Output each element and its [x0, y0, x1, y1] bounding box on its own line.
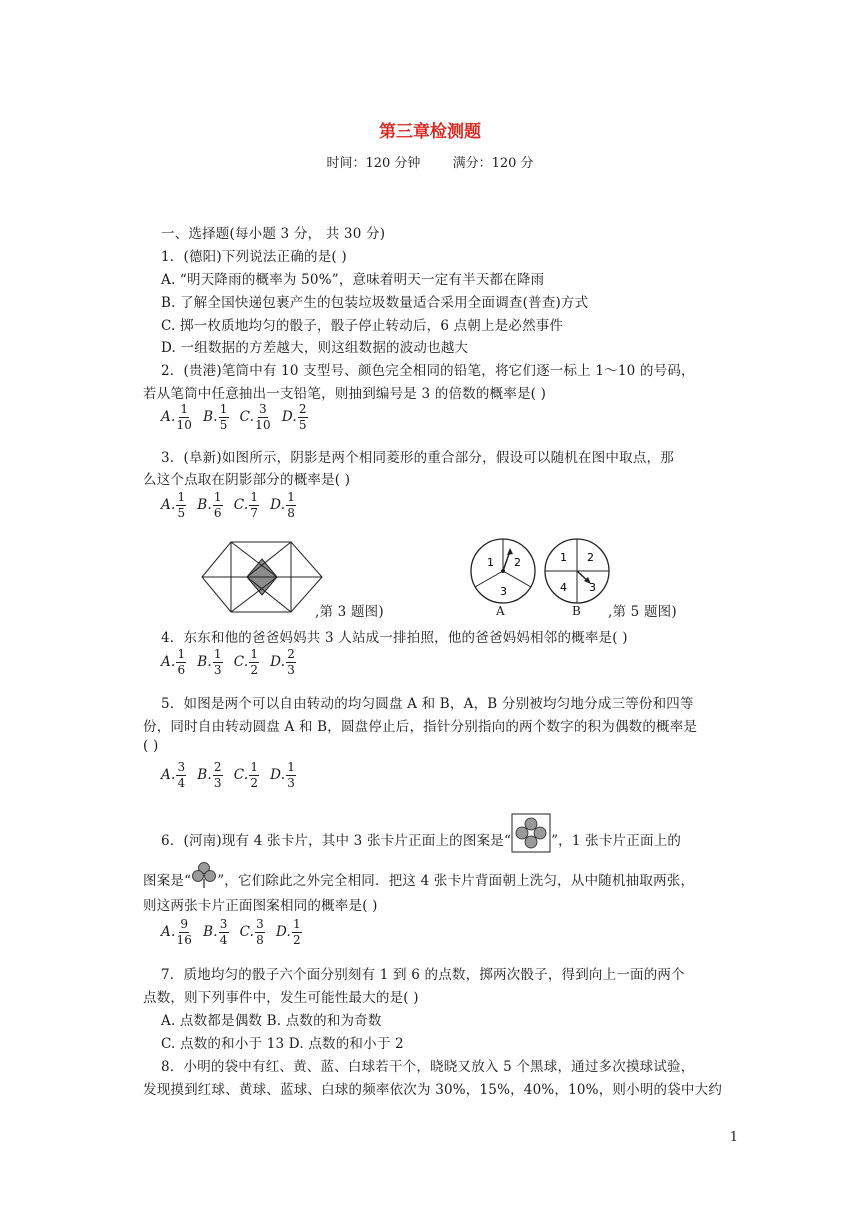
option-fraction — [286, 490, 296, 521]
q5-stem-line1: 5．如图是两个可以自由转动的均匀圆盘 A 和 B，A，B 分别被均匀地分成三等份和四等 — [161, 696, 694, 712]
q4-stem: 4．东东和他的爸爸妈妈共 3 人站成一排拍照，他的爸爸妈妈相邻的概率是( ) — [161, 630, 628, 646]
numerator: 2 — [298, 402, 307, 416]
option-d — [276, 917, 304, 948]
clover-card-icon — [191, 861, 217, 889]
section-heading: 一、选择题(每小题 3 分， 共 30 分) — [161, 226, 386, 242]
rhombus-figure — [200, 538, 325, 616]
option-label: C. — [233, 654, 249, 670]
option-c — [240, 917, 267, 948]
denominator: 16 — [176, 933, 193, 947]
option-label: C. — [239, 409, 255, 425]
q6-stem-line1a: 6．(河南)现有 4 张卡片，其中 3 张卡片正面上的图案是“ — [161, 833, 512, 849]
q3-stem-line1: 3．(阜新)如图所示，阴影是两个相同菱形的重合部分，假设可以随机在图中取点，那 — [161, 450, 674, 466]
page-number: 1 — [729, 1130, 738, 1145]
fig3-caption: ,第 3 题图) — [315, 604, 384, 620]
option-label: A. — [161, 497, 176, 513]
q6-stem-line2a: 图案是“ — [143, 873, 192, 889]
numerator: 1 — [287, 760, 296, 774]
option-fraction — [176, 647, 186, 678]
q5-stem-line3: ( ) — [143, 738, 159, 754]
option-label: B. — [197, 497, 212, 513]
option-c — [234, 760, 261, 791]
option-label: D. — [270, 497, 286, 513]
denominator: 10 — [176, 418, 193, 432]
disk-a-number-1: 1 — [487, 556, 494, 569]
option-fraction — [286, 647, 296, 678]
numerator: 3 — [219, 917, 228, 931]
numerator: 3 — [177, 760, 186, 774]
option-fraction — [176, 402, 192, 433]
option-fraction — [219, 917, 229, 948]
q4-options — [161, 647, 307, 678]
numerator: 1 — [177, 647, 186, 661]
numerator: 1 — [213, 647, 222, 661]
q1-option-b: B. 了解全国快递包裹产生的包装垃圾数量适合采用全面调查(普查)方式 — [161, 295, 589, 311]
option-label: B. — [197, 767, 212, 783]
option-fraction — [255, 402, 271, 433]
disk-b-number-4: 4 — [560, 581, 567, 594]
option-fraction — [219, 402, 229, 433]
denominator: 3 — [287, 776, 296, 790]
denominator: 4 — [219, 933, 228, 947]
q2-stem-line1: 2．(贵港)笔筒中有 10 支型号、颜色完全相同的铅笔，将它们逐一标上 1～10 的号码， — [161, 363, 695, 379]
option-label: A. — [161, 654, 176, 670]
q1-option-d: D. 一组数据的方差越大，则这组数据的波动也越大 — [161, 340, 469, 356]
option-label: C. — [239, 924, 255, 940]
denominator: 3 — [213, 663, 222, 677]
option-fraction — [298, 402, 308, 433]
q6-options — [161, 917, 313, 948]
option-a — [161, 647, 188, 678]
option-a — [161, 402, 194, 433]
numerator: 2 — [213, 760, 222, 774]
option-fraction — [176, 917, 192, 948]
denominator: 2 — [293, 933, 301, 947]
option-label: D. — [270, 654, 286, 670]
option-fraction — [249, 490, 259, 521]
q5-stem-line2: 份，同时自由转动圆盘 A 和 B，圆盘停止后，指针分别指向的两个数字的积为偶数的概率是 — [143, 719, 698, 735]
full-score: 满分：120 分 — [452, 156, 534, 171]
denominator: 5 — [177, 506, 186, 520]
fig5-caption: ,第 5 题图) — [608, 604, 677, 620]
exam-meta — [0, 152, 860, 171]
option-fraction — [176, 760, 186, 791]
denominator: 8 — [287, 506, 296, 520]
option-fraction — [176, 490, 186, 521]
disk-a-number-3: 3 — [500, 585, 507, 598]
denominator: 3 — [287, 663, 296, 677]
q2-stem-line2: 若从笔筒中任意抽出一支铅笔，则抽到编号是 3 的倍数的概率是( ) — [143, 386, 547, 402]
numerator: 1 — [250, 490, 259, 504]
q1-option-c: C. 掷一枚质地均匀的骰子，骰子停止转动后，6 点朝上是必然事件 — [161, 318, 564, 334]
numerator: 9 — [180, 917, 189, 931]
q6-stem-line1b: ”，1 张卡片正面上的 — [551, 833, 682, 849]
numerator: 1 — [250, 647, 259, 661]
option-label: A. — [161, 767, 176, 783]
q7-stem-line2: 点数，则下列事件中，发生可能性最大的是( ) — [143, 990, 419, 1006]
denominator: 10 — [255, 418, 271, 432]
denominator: 8 — [256, 933, 264, 947]
denominator: 3 — [213, 776, 222, 790]
option-fraction — [249, 647, 259, 678]
q2-options — [161, 402, 319, 433]
numerator: 1 — [293, 917, 301, 931]
option-d — [270, 490, 298, 521]
q3-stem-line2: 么这个点取在阴影部分的概率是( ) — [143, 472, 351, 488]
option-b — [203, 402, 230, 433]
option-label: A. — [161, 409, 176, 425]
denominator: 5 — [219, 418, 228, 432]
denominator: 6 — [177, 663, 186, 677]
option-fraction — [213, 647, 223, 678]
option-label: B. — [197, 654, 212, 670]
option-label: B. — [203, 924, 218, 940]
option-fraction — [286, 760, 296, 791]
disk-b-number-2: 2 — [587, 551, 594, 564]
option-b — [203, 917, 230, 948]
option-d — [282, 402, 310, 433]
option-label: C. — [233, 497, 249, 513]
denominator: 2 — [250, 776, 259, 790]
q1-stem: 1．(德阳)下列说法正确的是( ) — [161, 249, 347, 265]
four-circles-card-icon — [511, 813, 551, 853]
option-fraction — [213, 760, 223, 791]
denominator: 4 — [177, 776, 186, 790]
q6-stem-line1 — [161, 829, 681, 853]
numerator: 3 — [256, 917, 264, 931]
q5-options — [161, 760, 307, 791]
option-label: D. — [275, 924, 292, 940]
q3-options — [161, 490, 307, 521]
q7-options-cd: C. 点数的和小于 13 D. 点数的和小于 2 — [161, 1036, 404, 1052]
q6-stem-line2b: ”，它们除此之外完全相同．把这 4 张卡片背面朝上洗匀，从中随机抽取两张， — [217, 873, 695, 889]
denominator: 2 — [250, 663, 259, 677]
option-d — [270, 760, 298, 791]
numerator: 1 — [250, 760, 259, 774]
option-b — [197, 647, 224, 678]
page-title: 第三章检测题 — [379, 122, 481, 142]
numerator: 1 — [180, 402, 189, 416]
q6-stem-line2 — [143, 869, 694, 889]
denominator: 6 — [213, 506, 222, 520]
option-fraction — [255, 917, 265, 948]
option-label: A. — [161, 924, 176, 940]
option-label: C. — [233, 767, 249, 783]
option-a — [161, 760, 188, 791]
numerator: 3 — [259, 402, 267, 416]
denominator: 5 — [298, 418, 307, 432]
option-fraction — [213, 490, 223, 521]
option-a — [161, 490, 188, 521]
disk-a-label: A — [496, 604, 505, 618]
option-d — [270, 647, 298, 678]
option-label: B. — [203, 409, 218, 425]
option-label: D. — [281, 409, 297, 425]
option-c — [240, 402, 273, 433]
option-fraction — [249, 760, 259, 791]
q7-stem-line1: 7．质地均匀的骰子六个面分别刻有 1 到 6 的点数，掷两次骰子，得到向上一面的两个 — [161, 967, 685, 983]
denominator: 7 — [250, 506, 259, 520]
numerator: 1 — [177, 490, 186, 504]
numerator: 1 — [219, 402, 228, 416]
q8-stem-line2: 发现摸到红球、黄球、蓝球、白球的频率依次为 30%，15%，40%，10%，则小明的袋中大约 — [143, 1082, 723, 1098]
disk-a-figure — [468, 536, 538, 606]
disk-b-number-1: 1 — [560, 551, 567, 564]
numerator: 1 — [213, 490, 222, 504]
q7-options-ab: A. 点数都是偶数 B. 点数的和为奇数 — [161, 1013, 382, 1029]
option-b — [197, 760, 224, 791]
option-a — [161, 917, 194, 948]
option-c — [234, 490, 261, 521]
disk-b-figure — [542, 536, 612, 606]
q6-stem-line3: 则这两张卡片正面图案相同的概率是( ) — [143, 898, 378, 914]
numerator: 2 — [287, 647, 296, 661]
q8-stem-line1: 8．小明的袋中有红、黄、蓝、白球若干个，晓晓又放入 5 个黑球，通过多次摸球试验， — [161, 1059, 695, 1075]
disk-b-number-3: 3 — [589, 581, 596, 594]
disk-a-number-2: 2 — [514, 556, 521, 569]
numerator: 1 — [287, 490, 296, 504]
q1-option-a: A. “明天降雨的概率为 50%”，意味着明天一定有半天都在降雨 — [161, 272, 545, 288]
option-c — [234, 647, 261, 678]
disk-b-label: B — [572, 604, 582, 618]
time-limit: 时间：120 分钟 — [326, 156, 421, 171]
option-label: D. — [270, 767, 286, 783]
option-fraction — [292, 917, 302, 948]
option-b — [197, 490, 224, 521]
